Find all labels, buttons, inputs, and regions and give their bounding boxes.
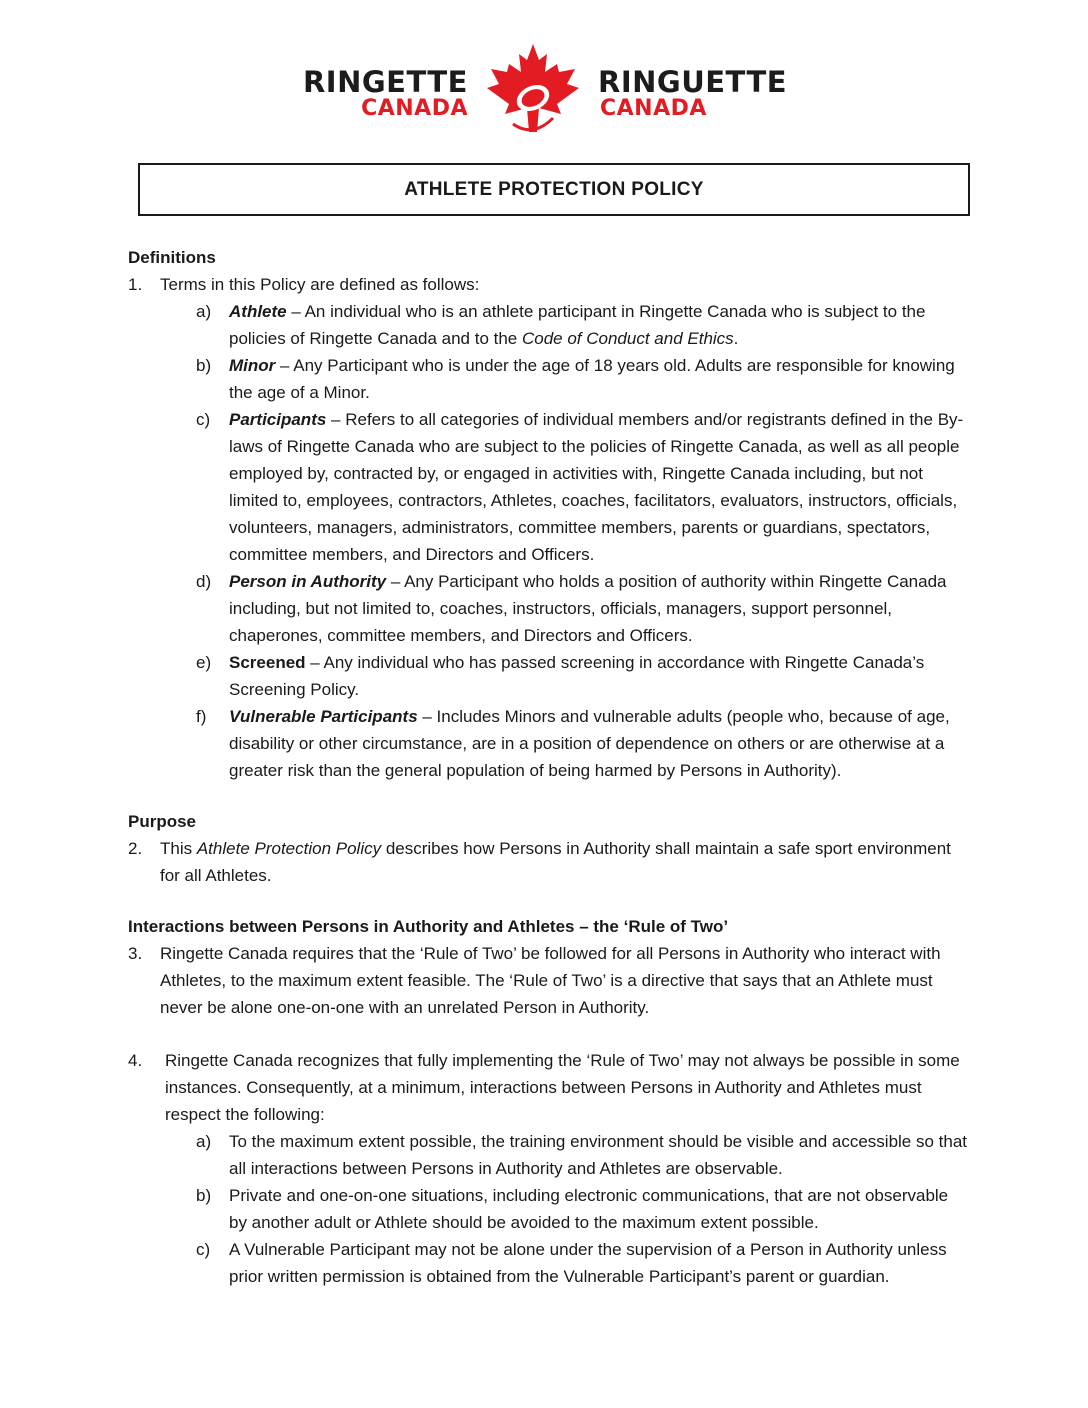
definition-text: – Any Participant who is under the age of 18 years old. Adults are responsible for knowing the age of a Minor.	[229, 356, 955, 402]
definition-tail: .	[733, 329, 739, 348]
item-letter: c)	[196, 1240, 211, 1259]
definition-term: Person in Authority	[229, 572, 387, 591]
logo-french	[598, 65, 788, 121]
purpose-post: describes how Persons in Authority shall maintain a safe sport environment for all Athletes.	[160, 839, 951, 885]
definition-item	[128, 406, 968, 568]
purpose-pre: This	[160, 839, 197, 858]
item-letter: e)	[196, 653, 212, 672]
definition-term: Athlete	[229, 302, 287, 321]
document-title: ATHLETE PROTECTION POLICY	[404, 178, 704, 200]
paragraph-number: 4.	[128, 1051, 143, 1070]
title-box	[138, 163, 970, 216]
paragraph-text: Terms in this Policy are defined as follows:	[160, 275, 480, 294]
rule-text: A Vulnerable Participant may not be alone under the supervision of a Person in Authority unless prior written permission is obtained from the Vulnerable Participant’s parent or guardian.	[229, 1240, 947, 1286]
interactions-section	[128, 913, 968, 1290]
definition-term: Vulnerable Participants	[229, 707, 418, 726]
logo-english	[302, 65, 468, 121]
rule-text: Private and one-on-one situations, including electronic communications, that are not observable by another adult or Athlete should be avoided to the maximum extent possible.	[229, 1186, 949, 1232]
definition-item	[128, 649, 968, 703]
definition-text: – An individual who is an athlete participant in Ringette Canada who is subject to the policies of Ringette Canada and to the	[229, 302, 926, 348]
definition-text: – Refers to all categories of individual members and/or registrants defined in the By-laws of Ringette Canada who are subject to the policies of Ringette Canada, as well as all people employed by, contracted by, or engaged in activities with, Ringette Canada including, but not limited to, employees, contractors, Athletes, coaches, facilitators, evaluators, instructors, officials, volunteers, managers, administrators, committee members, parents or guardians, spectators, committee members, and Directors and Officers.	[229, 410, 964, 564]
item-letter: b)	[196, 356, 212, 375]
rule-text: To the maximum extent possible, the training environment should be visible and accessible so that all interactions between Persons in Authority and Athletes are observable.	[229, 1132, 968, 1178]
paragraph-number: 3.	[128, 944, 143, 963]
logo-right-line1: RINGUETTE	[598, 65, 788, 99]
numbered-paragraph	[128, 940, 968, 1021]
definition-text: – Any Participant who holds a position of authority within Ringette Canada including, but not limited to, coaches, instructors, officials, managers, support personnel, chaperones, committee members, and Directors and Officers.	[229, 572, 947, 645]
paragraph-text: Ringette Canada requires that the ‘Rule of Two’ be followed for all Persons in Authority who interact with Athletes, to the maximum extent feasible. The ‘Rule of Two’ is a directive that says that an Athlete must never be alone one-on-one with an unrelated Person in Authority.	[160, 944, 941, 1017]
logo-left-line1: RINGETTE	[302, 65, 468, 99]
purpose-reference: Athlete Protection Policy	[196, 839, 382, 858]
item-letter: a)	[196, 1132, 212, 1151]
item-letter: b)	[196, 1186, 212, 1205]
definitions-section	[128, 244, 968, 784]
rule-item	[128, 1128, 968, 1182]
paragraph-number: 2.	[128, 839, 143, 858]
page-header	[0, 40, 1088, 140]
definition-text: – Includes Minors and vulnerable adults (people who, because of age, disability or other circumstance, are in a position of dependence on others or are otherwise at a greater risk than the general population of being harmed by Persons in Authority).	[229, 707, 950, 780]
numbered-paragraph	[128, 835, 968, 889]
paragraph-gap	[128, 1021, 968, 1047]
rule-item	[128, 1236, 968, 1290]
logo-left-line2: CANADA	[361, 96, 468, 121]
numbered-paragraph	[128, 271, 968, 298]
definition-item	[128, 568, 968, 649]
definition-item	[128, 298, 968, 352]
item-letter: c)	[196, 410, 211, 429]
item-letter: a)	[196, 302, 212, 321]
paragraph-number: 1.	[128, 275, 143, 294]
paragraph-text: Ringette Canada recognizes that fully implementing the ‘Rule of Two’ may not always be possible in some instances. Consequently, at a minimum, interactions between Persons in Authority and Athletes must respect the following:	[165, 1051, 960, 1124]
maple-leaf-icon	[483, 42, 583, 134]
numbered-paragraph	[128, 1047, 968, 1128]
definition-item	[128, 352, 968, 406]
purpose-heading: Purpose	[128, 812, 197, 831]
definitions-heading: Definitions	[128, 248, 216, 267]
definition-term: Minor	[229, 356, 276, 375]
definition-text: – Any individual who has passed screening in accordance with Ringette Canada’s Screening Policy.	[229, 653, 925, 699]
document-body	[128, 244, 968, 1314]
interactions-heading: Interactions between Persons in Authority and Athletes – the ‘Rule of Two’	[128, 917, 729, 936]
paragraph-text	[128, 835, 968, 889]
definition-item	[128, 703, 968, 784]
definition-reference: Code of Conduct and Ethics	[521, 329, 734, 348]
logo-right-line2: CANADA	[600, 96, 707, 121]
definition-term: Participants	[229, 410, 327, 429]
item-letter: d)	[196, 572, 212, 591]
purpose-section	[128, 808, 968, 889]
item-letter: f)	[196, 707, 207, 726]
rule-item	[128, 1182, 968, 1236]
definition-term: Screened	[229, 653, 306, 672]
